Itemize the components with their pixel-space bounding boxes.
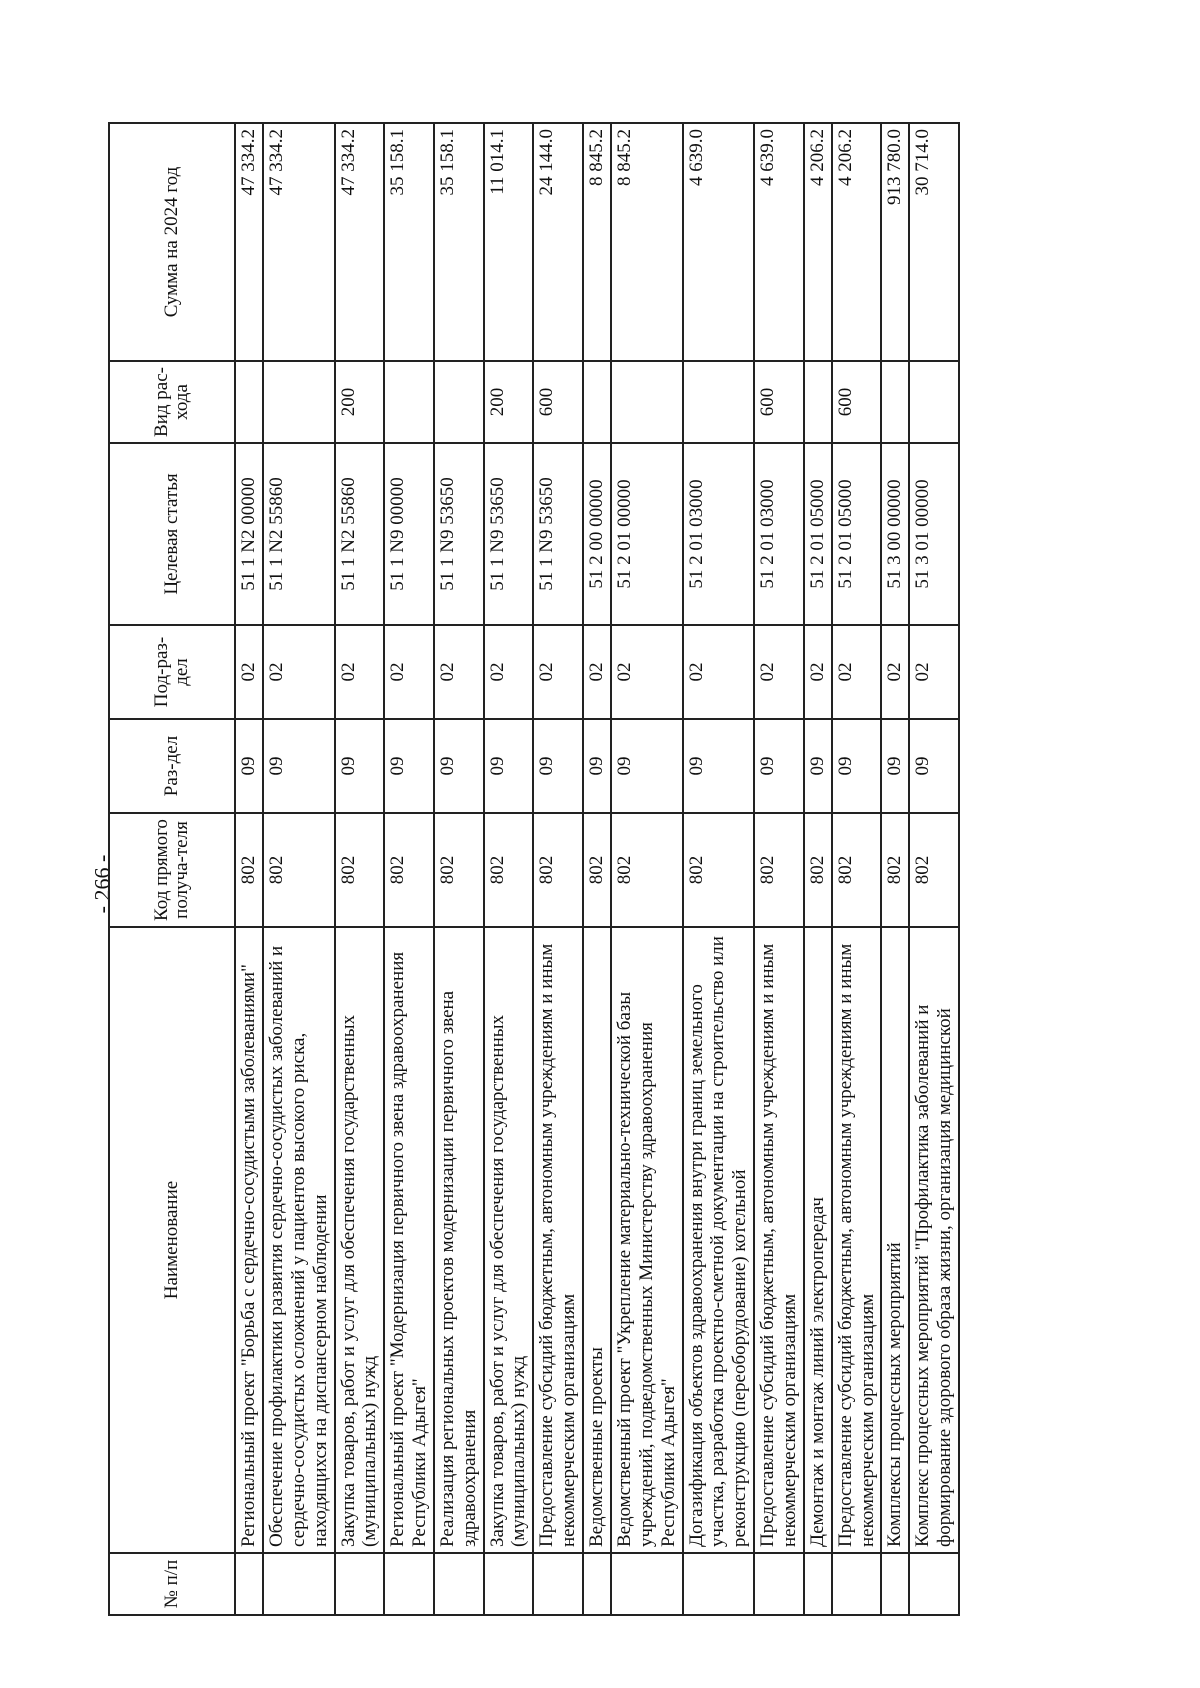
cell-podrazdel: 02 — [611, 625, 683, 719]
cell-podrazdel: 02 — [583, 625, 611, 719]
cell-code: 802 — [611, 813, 683, 927]
table-row — [683, 123, 755, 1615]
cell-vid — [235, 361, 263, 443]
table-row — [583, 123, 611, 1615]
cell-podrazdel: 02 — [804, 625, 832, 719]
cell-razdel: 09 — [832, 719, 882, 813]
cell-target: 51 1 N9 53650 — [484, 443, 534, 625]
cell-target: 51 2 01 05000 — [832, 443, 882, 625]
cell-code: 802 — [683, 813, 755, 927]
cell-code: 802 — [832, 813, 882, 927]
cell-code: 802 — [484, 813, 534, 927]
cell-num — [881, 1553, 909, 1615]
table-row — [235, 123, 263, 1615]
cell-sum: 47 334.2 — [235, 123, 263, 361]
cell-num — [832, 1553, 882, 1615]
cell-vid: 600 — [832, 361, 882, 443]
cell-vid — [881, 361, 909, 443]
cell-name: Обеспечение профилактики развития сердечно-сосудистых заболеваний и сердечно-сосудистых осложнений у пациентов высокого риска, находящихся на диспансерном наблюдении — [263, 927, 335, 1553]
cell-name: Ведомственные проекты — [583, 927, 611, 1553]
cell-num — [611, 1553, 683, 1615]
cell-razdel: 09 — [881, 719, 909, 813]
cell-sum: 4 206.2 — [804, 123, 832, 361]
cell-code: 802 — [263, 813, 335, 927]
cell-sum: 35 158.1 — [384, 123, 434, 361]
cell-num — [909, 1553, 959, 1615]
cell-code: 802 — [881, 813, 909, 927]
cell-name: Реализация региональных проектов модернизации первичного звена здравоохранения — [434, 927, 484, 1553]
budget-table — [108, 122, 960, 1616]
table-row — [335, 123, 385, 1615]
cell-target: 51 3 00 00000 — [881, 443, 909, 625]
cell-podrazdel: 02 — [335, 625, 385, 719]
cell-target: 51 2 00 00000 — [583, 443, 611, 625]
cell-vid — [434, 361, 484, 443]
cell-vid — [683, 361, 755, 443]
cell-num — [384, 1553, 434, 1615]
cell-vid: 600 — [754, 361, 804, 443]
cell-razdel: 09 — [583, 719, 611, 813]
cell-podrazdel: 02 — [434, 625, 484, 719]
table-row — [754, 123, 804, 1615]
table-row — [881, 123, 909, 1615]
budget-table-container — [108, 124, 1028, 1616]
cell-code: 802 — [384, 813, 434, 927]
cell-sum: 4 206.2 — [832, 123, 882, 361]
cell-name: Комплекс процессных мероприятий "Профилактика заболеваний и формирование здорового образа жизни, организация медицинской — [909, 927, 959, 1553]
cell-sum: 47 334.2 — [335, 123, 385, 361]
table-row — [384, 123, 434, 1615]
cell-target: 51 1 N9 53650 — [533, 443, 583, 625]
page-number-text: - 266 - — [89, 854, 114, 914]
cell-sum: 30 714.0 — [909, 123, 959, 361]
cell-name: Ведомственный проект "Укрепление материально-технической базы учреждений, подведомственных Министерству здравоохранения Республики Адыгея" — [611, 927, 683, 1553]
cell-podrazdel: 02 — [909, 625, 959, 719]
cell-sum: 8 845.2 — [611, 123, 683, 361]
cell-sum: 11 014.1 — [484, 123, 534, 361]
header-code: Код прямого получа-теля — [109, 813, 235, 927]
cell-razdel: 09 — [263, 719, 335, 813]
table-row — [804, 123, 832, 1615]
cell-code: 802 — [909, 813, 959, 927]
cell-num — [804, 1553, 832, 1615]
cell-code: 802 — [583, 813, 611, 927]
cell-name: Региональный проект "Борьба с сердечно-сосудистыми заболеваниями" — [235, 927, 263, 1553]
cell-sum: 913 780.0 — [881, 123, 909, 361]
cell-name: Региональный проект "Модернизация первичного звена здравоохранения Республики Адыгея" — [384, 927, 434, 1553]
header-podrazdel: Под-раз-дел — [109, 625, 235, 719]
cell-code: 802 — [335, 813, 385, 927]
cell-vid: 600 — [533, 361, 583, 443]
cell-vid — [583, 361, 611, 443]
cell-podrazdel: 02 — [832, 625, 882, 719]
cell-vid: 200 — [484, 361, 534, 443]
cell-razdel: 09 — [384, 719, 434, 813]
cell-num — [683, 1553, 755, 1615]
table-body — [235, 123, 959, 1615]
cell-podrazdel: 02 — [683, 625, 755, 719]
cell-sum: 8 845.2 — [583, 123, 611, 361]
cell-target: 51 2 01 00000 — [611, 443, 683, 625]
cell-vid — [263, 361, 335, 443]
cell-target: 51 2 01 05000 — [804, 443, 832, 625]
cell-razdel: 09 — [804, 719, 832, 813]
cell-target: 51 1 N2 00000 — [235, 443, 263, 625]
cell-code: 802 — [434, 813, 484, 927]
cell-razdel: 09 — [533, 719, 583, 813]
cell-code: 802 — [533, 813, 583, 927]
table-row — [263, 123, 335, 1615]
cell-num — [434, 1553, 484, 1615]
cell-target: 51 2 01 03000 — [754, 443, 804, 625]
cell-code: 802 — [235, 813, 263, 927]
header-vid: Вид рас-хода — [109, 361, 235, 443]
cell-sum: 4 639.0 — [754, 123, 804, 361]
cell-target: 51 1 N9 53650 — [434, 443, 484, 625]
cell-razdel: 09 — [434, 719, 484, 813]
cell-num — [335, 1553, 385, 1615]
table-row — [434, 123, 484, 1615]
cell-target: 51 2 01 03000 — [683, 443, 755, 625]
cell-name: Закупка товаров, работ и услуг для обеспечения государственных (муниципальных) нужд — [335, 927, 385, 1553]
cell-vid — [384, 361, 434, 443]
table-row — [909, 123, 959, 1615]
cell-sum: 24 144.0 — [533, 123, 583, 361]
cell-num — [533, 1553, 583, 1615]
cell-vid — [909, 361, 959, 443]
cell-num — [754, 1553, 804, 1615]
cell-vid — [804, 361, 832, 443]
header-target: Целевая статья — [109, 443, 235, 625]
cell-code: 802 — [804, 813, 832, 927]
cell-target: 51 1 N2 55860 — [263, 443, 335, 625]
cell-vid — [611, 361, 683, 443]
cell-razdel: 09 — [611, 719, 683, 813]
table-row — [533, 123, 583, 1615]
header-num: № п/п — [109, 1553, 235, 1615]
cell-podrazdel: 02 — [484, 625, 534, 719]
cell-name: Комплексы процессных мероприятий — [881, 927, 909, 1553]
cell-name: Предоставление субсидий бюджетным, автономным учреждениям и иным некоммерческим организациям — [832, 927, 882, 1553]
cell-razdel: 09 — [235, 719, 263, 813]
cell-podrazdel: 02 — [754, 625, 804, 719]
header-razdel: Раз-дел — [109, 719, 235, 813]
cell-name: Догазификация объектов здравоохранения внутри границ земельного участка, разработка проектно-сметной документации на строительство или реконструкцию (переоборудование) котельной — [683, 927, 755, 1553]
table-row — [832, 123, 882, 1615]
cell-razdel: 09 — [683, 719, 755, 813]
cell-razdel: 09 — [754, 719, 804, 813]
cell-num — [263, 1553, 335, 1615]
cell-name: Предоставление субсидий бюджетным, автономным учреждениям и иным некоммерческим организациям — [533, 927, 583, 1553]
cell-code: 802 — [754, 813, 804, 927]
cell-target: 51 1 N2 55860 — [335, 443, 385, 625]
header-name: Наименование — [109, 927, 235, 1553]
cell-num — [484, 1553, 534, 1615]
cell-razdel: 09 — [484, 719, 534, 813]
table-row — [484, 123, 534, 1615]
cell-sum: 47 334.2 — [263, 123, 335, 361]
cell-razdel: 09 — [909, 719, 959, 813]
cell-name: Закупка товаров, работ и услуг для обеспечения государственных (муниципальных) нужд — [484, 927, 534, 1553]
cell-sum: 35 158.1 — [434, 123, 484, 361]
cell-podrazdel: 02 — [235, 625, 263, 719]
table-row — [611, 123, 683, 1615]
cell-vid: 200 — [335, 361, 385, 443]
cell-podrazdel: 02 — [263, 625, 335, 719]
header-sum: Сумма на 2024 год — [109, 123, 235, 361]
cell-sum: 4 639.0 — [683, 123, 755, 361]
cell-name: Демонтаж и монтаж линий электропередач — [804, 927, 832, 1553]
cell-podrazdel: 02 — [881, 625, 909, 719]
cell-target: 51 1 N9 00000 — [384, 443, 434, 625]
cell-target: 51 3 01 00000 — [909, 443, 959, 625]
cell-num — [583, 1553, 611, 1615]
cell-podrazdel: 02 — [533, 625, 583, 719]
cell-podrazdel: 02 — [384, 625, 434, 719]
cell-name: Предоставление субсидий бюджетным, автономным учреждениям и иным некоммерческим организациям — [754, 927, 804, 1553]
cell-num — [235, 1553, 263, 1615]
table-header-row — [109, 123, 235, 1615]
cell-razdel: 09 — [335, 719, 385, 813]
